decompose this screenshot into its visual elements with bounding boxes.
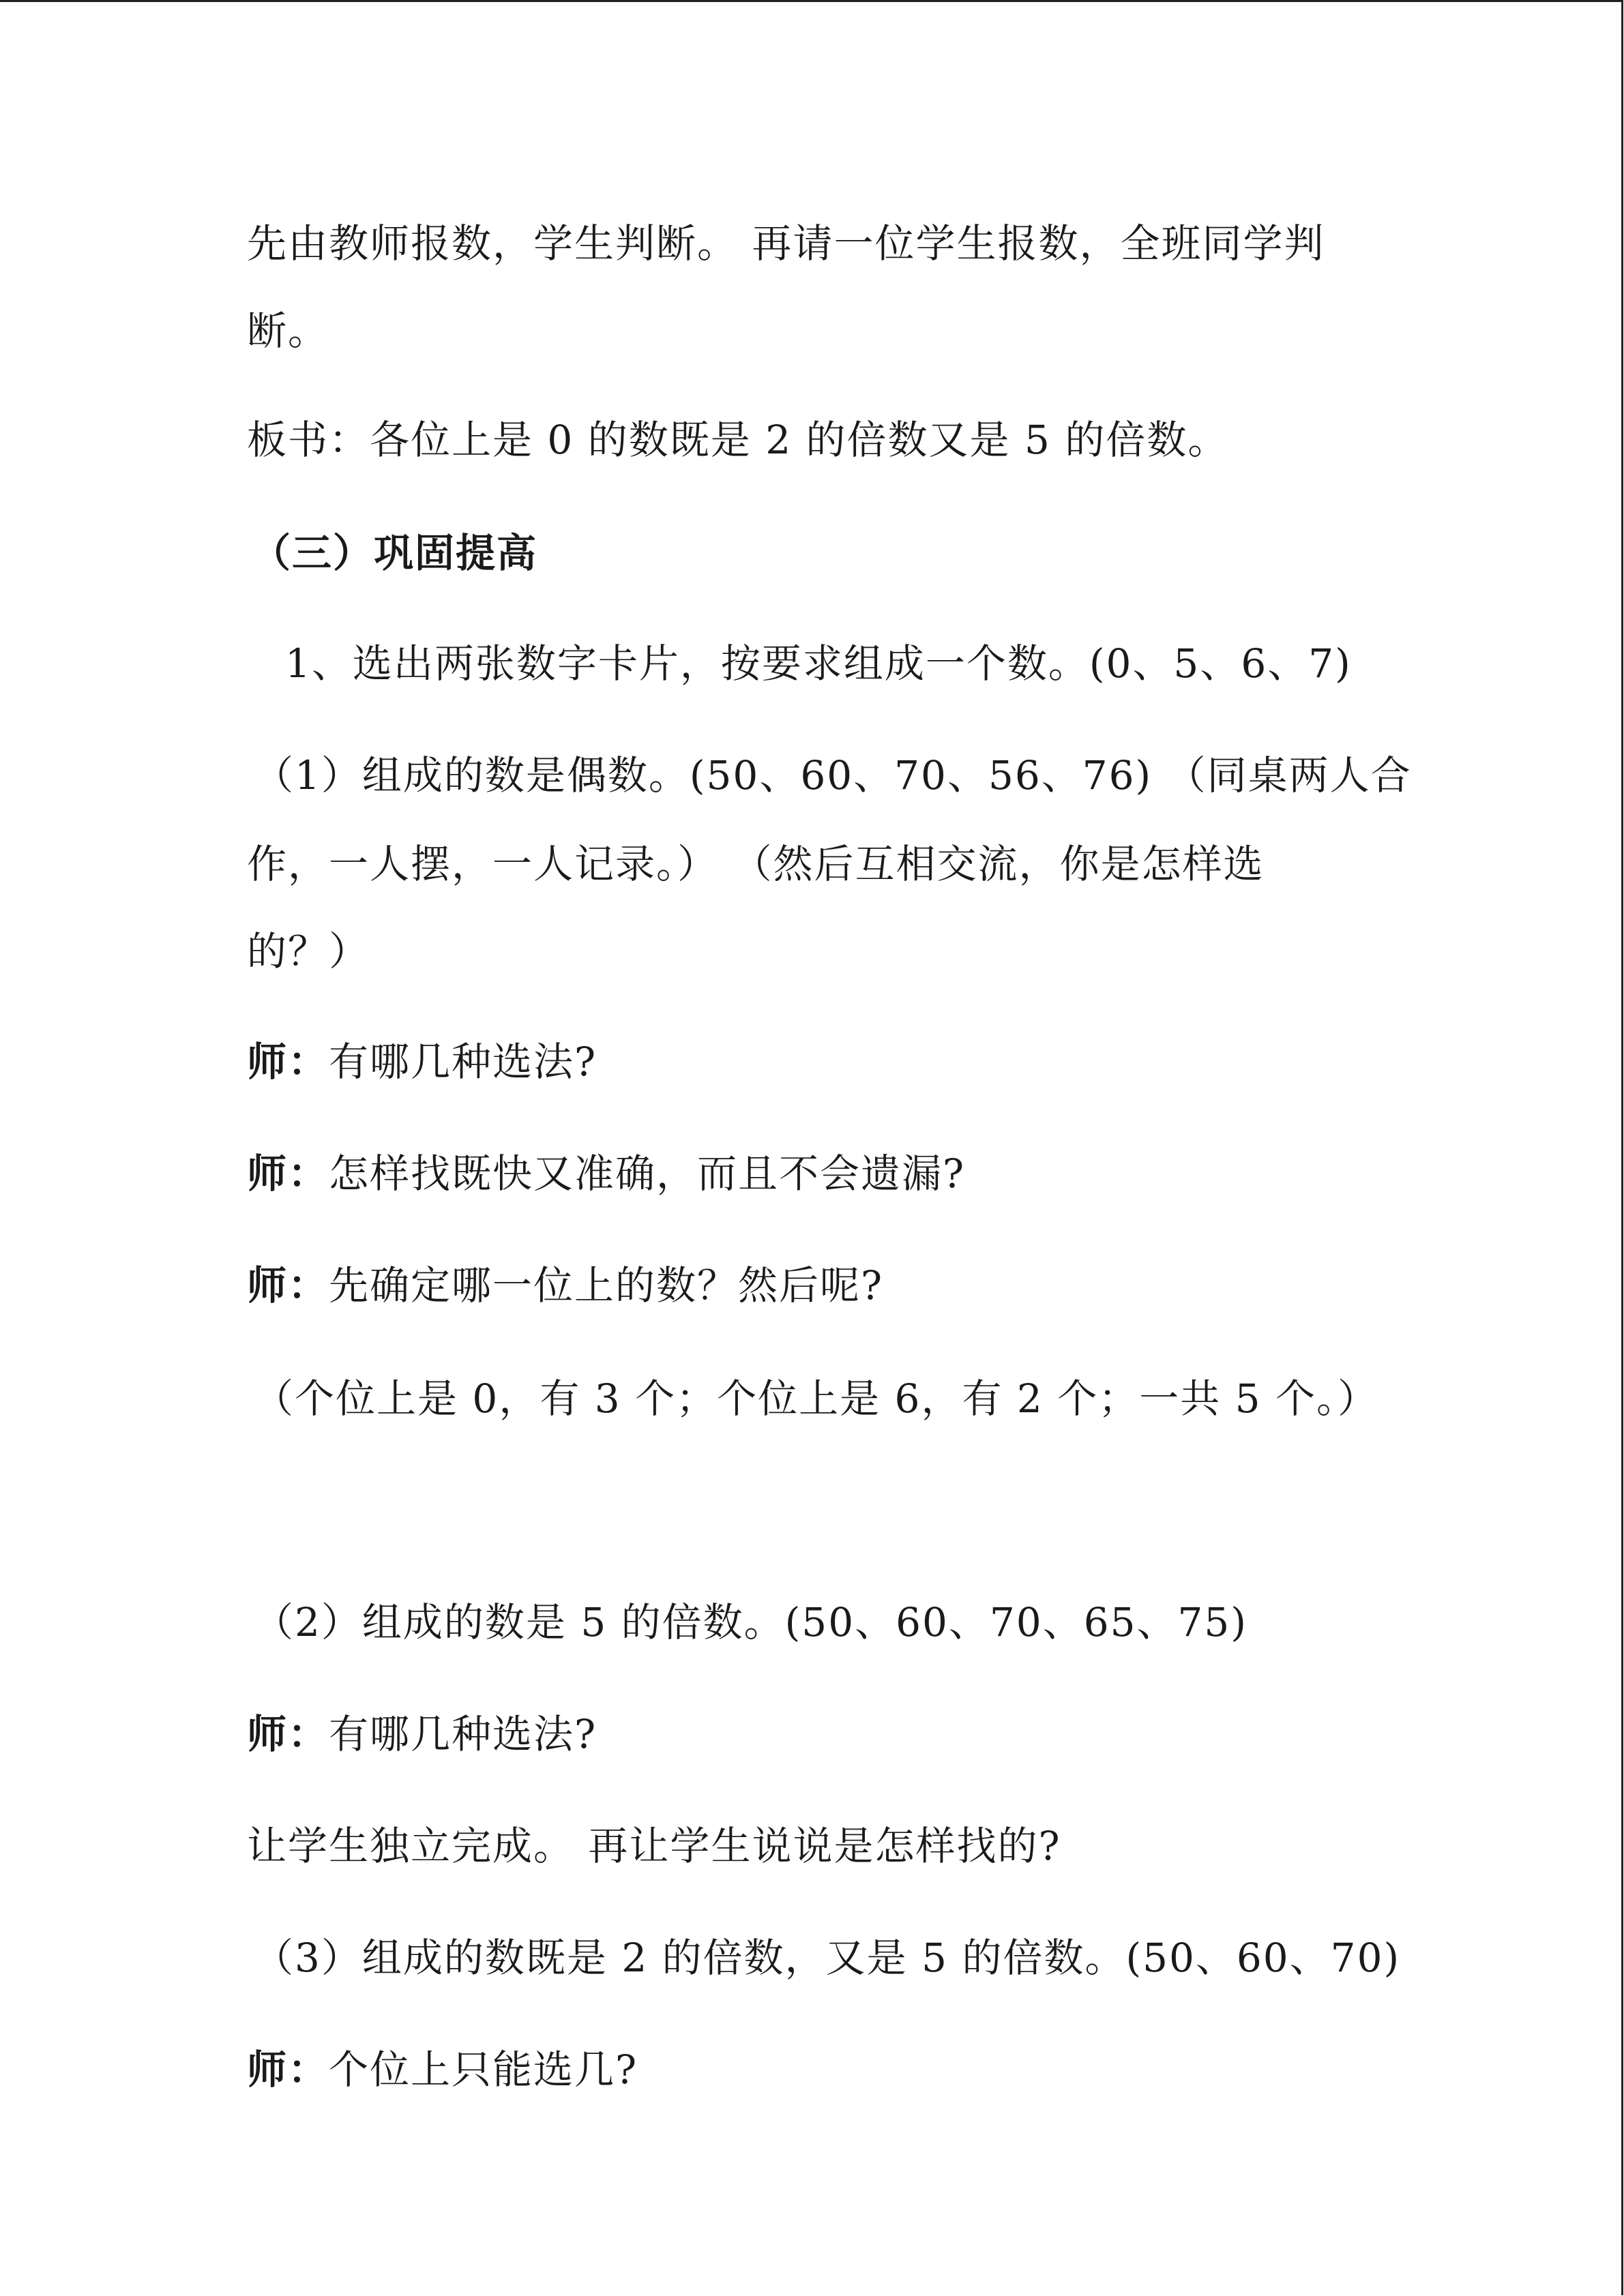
teacher-line <box>247 1038 597 1086</box>
teacher-question: 先确定哪一位上的数？然后呢? <box>329 1262 884 1309</box>
exercise-question: 1、选出两张数字卡片，按要求组成一个数。(0、5、6、7) <box>285 640 1352 687</box>
teacher-line <box>247 1710 597 1758</box>
answer-note: （个位上是 0，有 3 个；个位上是 6，有 2 个；一共 5 个。） <box>254 1375 1379 1422</box>
paragraph-line: 的？） <box>247 928 370 974</box>
sub-question: （3）组成的数既是 2 的倍数，又是 5 的倍数。(50、60、70) <box>254 1935 1401 1981</box>
teacher-question: 有哪几种选法? <box>329 1711 597 1757</box>
speaker-label: 师 <box>247 1150 289 1197</box>
teacher-line <box>247 1150 965 1197</box>
speaker-label: 师 <box>247 1711 289 1757</box>
speaker-separator: ： <box>288 2046 329 2093</box>
paragraph-line: 断。 <box>247 308 329 354</box>
teacher-question: 个位上只能选几? <box>329 2046 638 2093</box>
speaker-label: 师 <box>247 2046 289 2093</box>
speaker-label: 师 <box>247 1262 289 1309</box>
teacher-line <box>247 1262 883 1309</box>
speaker-separator: ： <box>288 1039 329 1085</box>
speaker-separator: ： <box>288 1711 329 1757</box>
section-heading: （三）巩固提高 <box>251 530 538 576</box>
teacher-line <box>247 2046 638 2093</box>
speaker-separator: ： <box>288 1150 329 1197</box>
paragraph-line: 先由教师报数，学生判断。 再请一位学生报数，全班同学判 <box>247 220 1325 267</box>
speaker-label: 师 <box>247 1039 289 1085</box>
speaker-separator: ： <box>288 1262 329 1309</box>
paragraph-line: 让学生独立完成。 再让学生说说是怎样找的? <box>247 1823 1061 1869</box>
sub-question: （1）组成的数是偶数。(50、60、70、56、76) （同桌两人合 <box>254 752 1412 799</box>
sub-question: （2）组成的数是 5 的倍数。(50、60、70、65、75) <box>254 1599 1247 1645</box>
blackboard-note: 板书：各位上是 0 的数既是 2 的倍数又是 5 的倍数。 <box>247 417 1229 463</box>
teacher-question: 有哪几种选法? <box>329 1039 597 1085</box>
teacher-question: 怎样找既快又准确，而且不会遗漏? <box>329 1150 966 1197</box>
paragraph-line: 作，一人摆，一人记录。） （然后互相交流，你是怎样选 <box>247 841 1265 887</box>
